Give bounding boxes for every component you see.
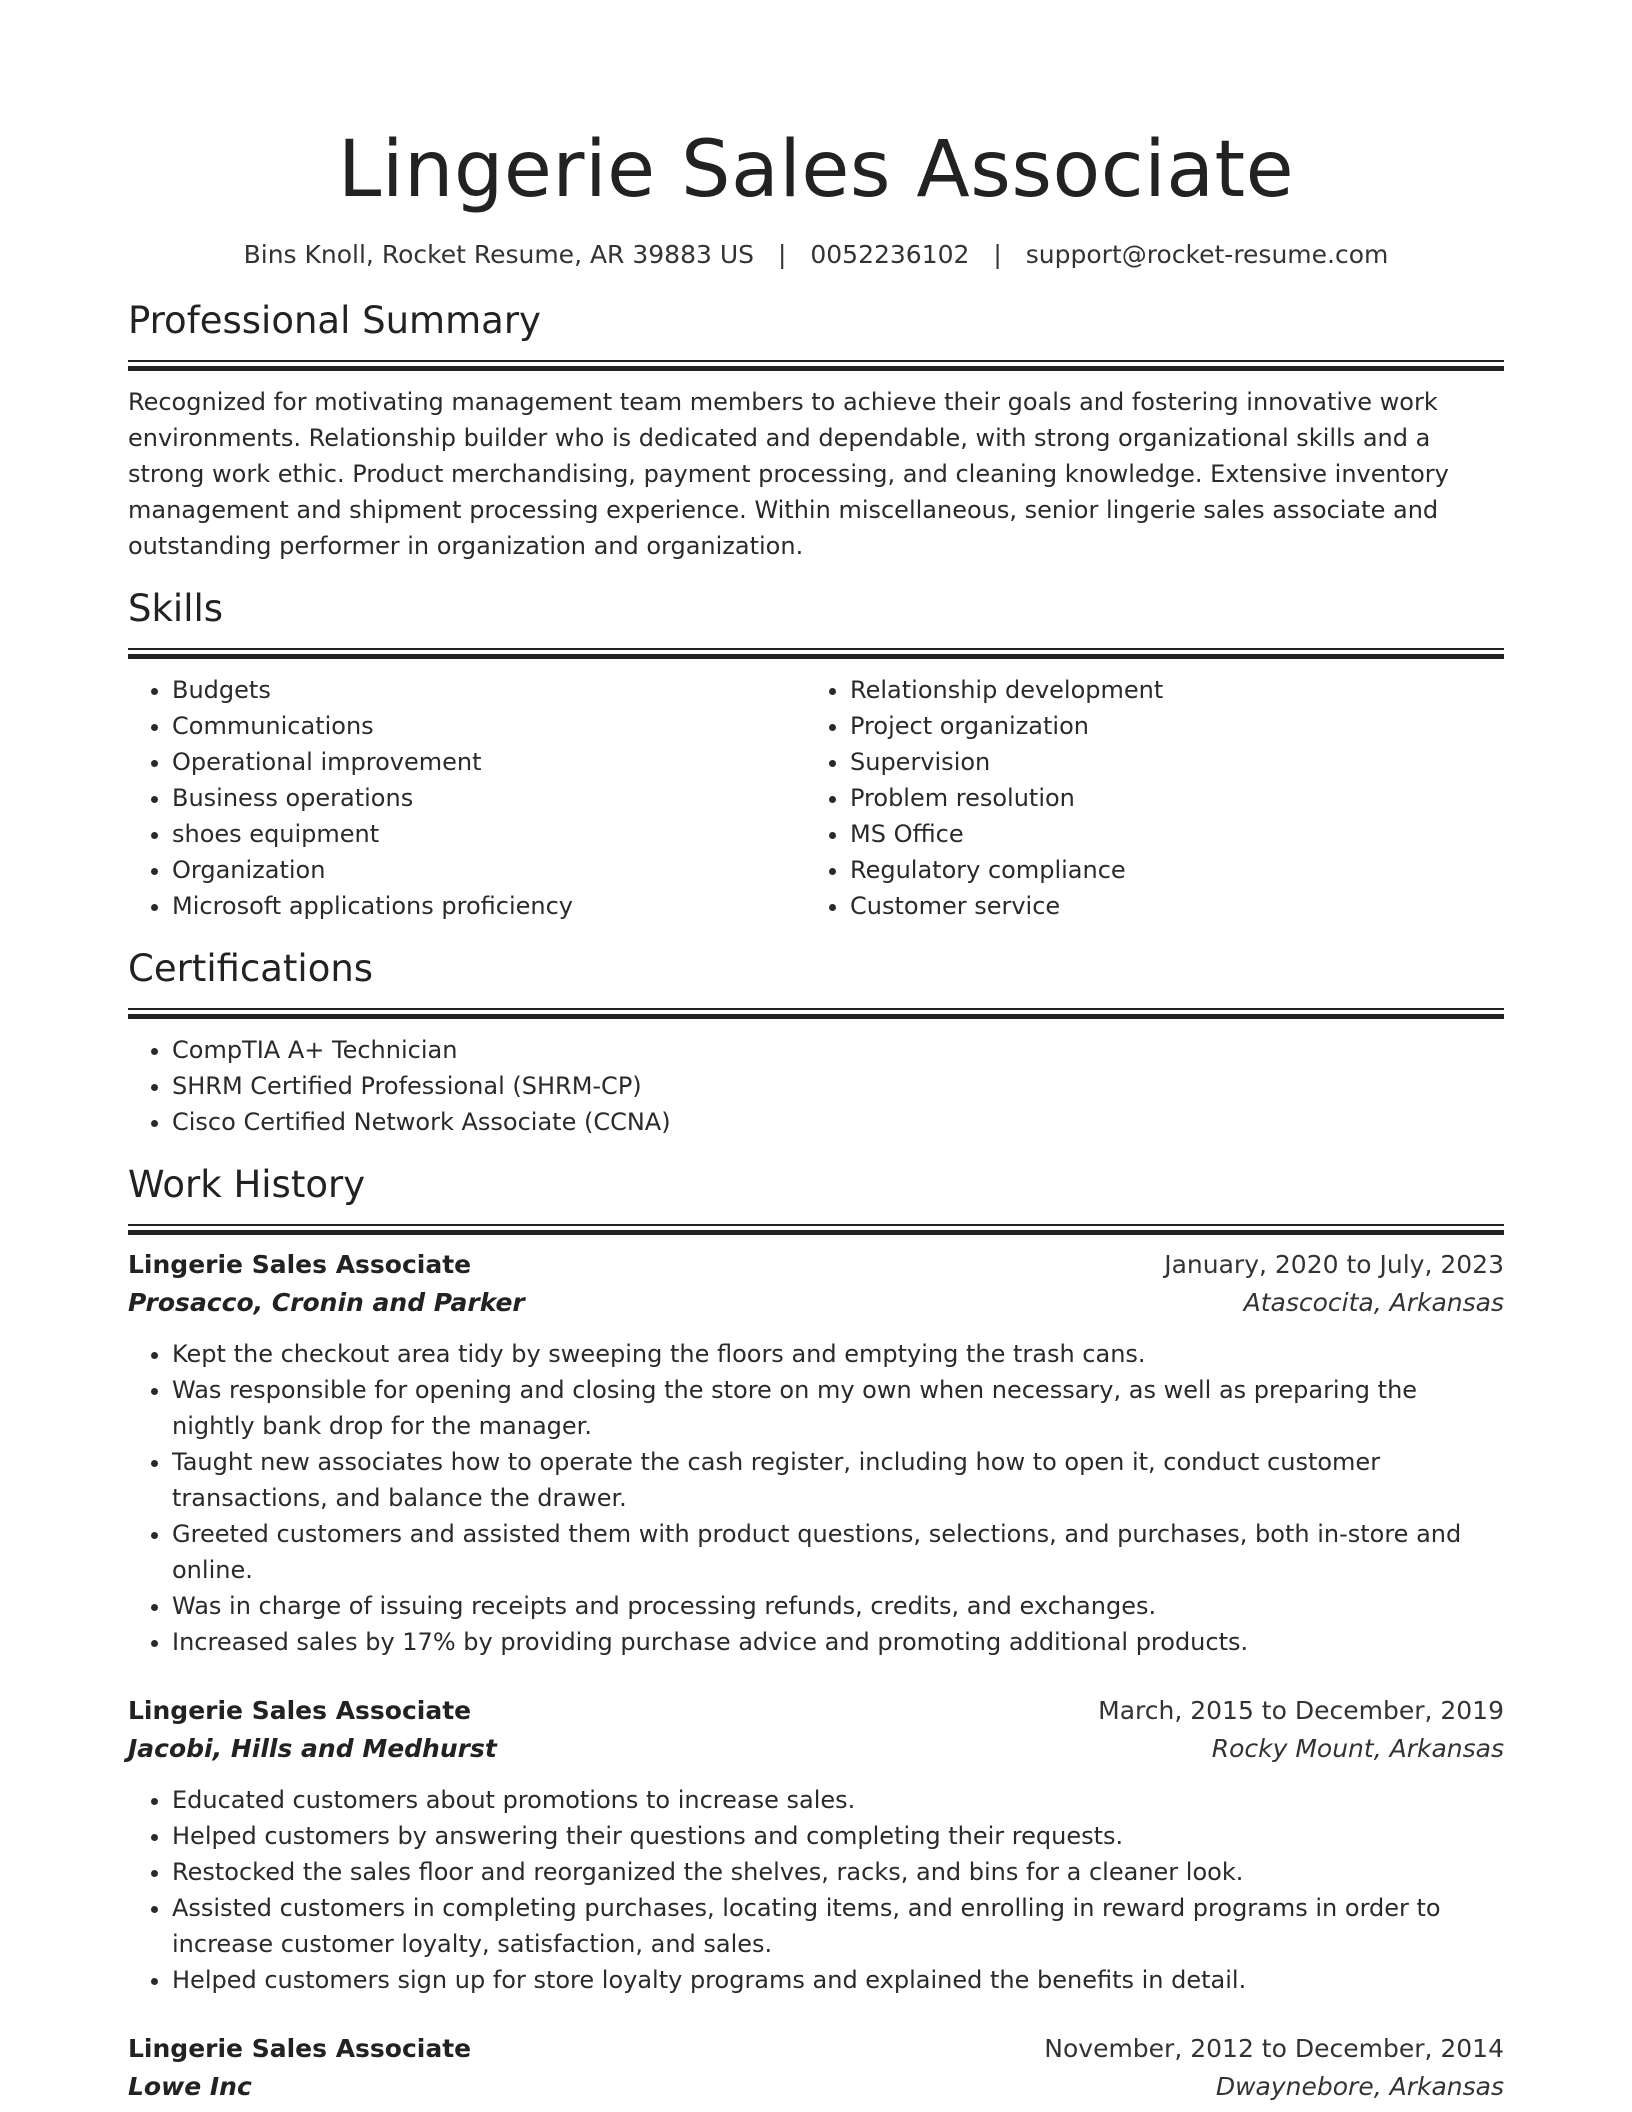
certifications-section [128,946,1504,1140]
skills-section [128,586,1504,924]
contact-email: support@rocket-resume.com [1025,240,1389,269]
job-header [128,1246,1504,1284]
list-item: • Assisted customers in completing purchases, locating items, and enrolling in reward programs in order to increase customer loyalty, satisfaction, and sales. [172,1890,1504,1962]
contact-separator: | [993,240,1002,269]
list-item: • Operational improvement [172,744,806,780]
list-item: • Was in charge of issuing receipts and processing refunds, credits, and exchanges. [172,1588,1504,1624]
list-item: • Organization [172,852,806,888]
resume-name: Lingerie Sales Associate [337,125,1295,215]
list-item: • Supervision [850,744,1484,780]
contact-address: Bins Knoll, Rocket Resume, AR 39883 US [243,240,755,269]
job-entry [128,1246,1504,1660]
list-item: • Restocked the sales floor and reorganized the shelves, racks, and bins for a cleaner look. [172,1854,1504,1890]
section-title-work-history: Work History [128,1163,366,1206]
section-title-skills: Skills [128,587,224,630]
list-item: • Relationship development [850,672,1484,708]
job-dates: January, 2020 to July, 2023 [1164,1250,1504,1279]
list-item: • SHRM Certified Professional (SHRM-CP) [172,1068,1504,1104]
job-dates: March, 2015 to December, 2019 [1098,1696,1504,1725]
job-title: Lingerie Sales Associate [128,1696,472,1725]
list-item: • Taught new associates how to operate the cash register, including how to open it, conduct customer transactions, and balance the drawer. [172,1444,1504,1516]
contact-phone: 0052236102 [810,240,970,269]
job-entry [128,2030,1504,2106]
skills-column-right [806,672,1484,924]
job-title: Lingerie Sales Associate [128,2034,472,2063]
section-divider [128,360,1504,370]
work-history-section [128,1162,1504,2106]
list-item: • Greeted customers and assisted them with product questions, selections, and purchases, both in-store and online. [172,1516,1504,1588]
contact-separator: | [777,240,787,269]
summary-section [128,298,1504,564]
job-location: Dwaynebore, Arkansas [1215,2072,1504,2101]
job-bullets [128,1782,1504,1998]
skills-list-right [806,672,1484,924]
section-divider [128,648,1504,658]
job-location: Atascocita, Arkansas [1243,1288,1504,1317]
job-header [128,1692,1504,1730]
job-company: Jacobi, Hills and Medhurst [128,1734,497,1763]
section-divider [128,1008,1504,1018]
list-item: • Educated customers about promotions to increase sales. [172,1782,1504,1818]
contact-line [128,238,1504,272]
list-item: • Customer service [850,888,1484,924]
list-item: • Was responsible for opening and closing the store on my own when necessary, as well as preparing the nightly bank drop for the manager. [172,1372,1504,1444]
job-subheader [128,2068,1504,2106]
list-item: • Microsoft applications proficiency [172,888,806,924]
section-divider [128,1224,1504,1234]
job-location: Rocky Mount, Arkansas [1211,1734,1504,1763]
list-item: • Cisco Certified Network Associate (CCNA) [172,1104,1504,1140]
job-title: Lingerie Sales Associate [128,1250,472,1279]
list-item: • Helped customers sign up for store loyalty programs and explained the benefits in detail. [172,1962,1504,1998]
list-item: • CompTIA A+ Technician [172,1032,1504,1068]
job-bullets [128,1336,1504,1660]
certifications-list [128,1032,1504,1140]
list-item: • Project organization [850,708,1484,744]
skills-column-left [128,672,806,924]
resume-content [128,0,1504,2106]
skills-list-left [128,672,806,924]
job-dates: November, 2012 to December, 2014 [1044,2034,1504,2063]
list-item: • MS Office [850,816,1484,852]
section-title-summary: Professional Summary [128,299,541,342]
job-subheader [128,1730,1504,1768]
list-item: • shoes equipment [172,816,806,852]
list-item: • Increased sales by 17% by providing purchase advice and promoting additional products. [172,1624,1504,1660]
section-title-certifications: Certifications [128,947,374,990]
list-item: • Business operations [172,780,806,816]
list-item: • Helped customers by answering their questions and completing their requests. [172,1818,1504,1854]
job-company: Lowe Inc [128,2072,252,2101]
skills-columns [128,672,1504,924]
list-item: • Kept the checkout area tidy by sweeping the floors and emptying the trash cans. [172,1336,1504,1372]
job-entry [128,1692,1504,1998]
list-item: • Problem resolution [850,780,1484,816]
job-subheader [128,1284,1504,1322]
summary-text: Recognized for motivating management team members to achieve their goals and fostering innovative work environments. Relationship builder who is dedicated and dependable, with strong organizational skills and a strong work ethic. Product merchandising, payment processing, and cleaning knowledge. Extensive inventory management and shipment processing experience. Within miscellaneous, senior lingerie sales associate and outstanding performer in organization and organization. [128,388,1449,560]
job-company: Prosacco, Cronin and Parker [128,1288,525,1317]
job-header [128,2030,1504,2068]
list-item: • Communications [172,708,806,744]
list-item: • Budgets [172,672,806,708]
list-item: • Regulatory compliance [850,852,1484,888]
